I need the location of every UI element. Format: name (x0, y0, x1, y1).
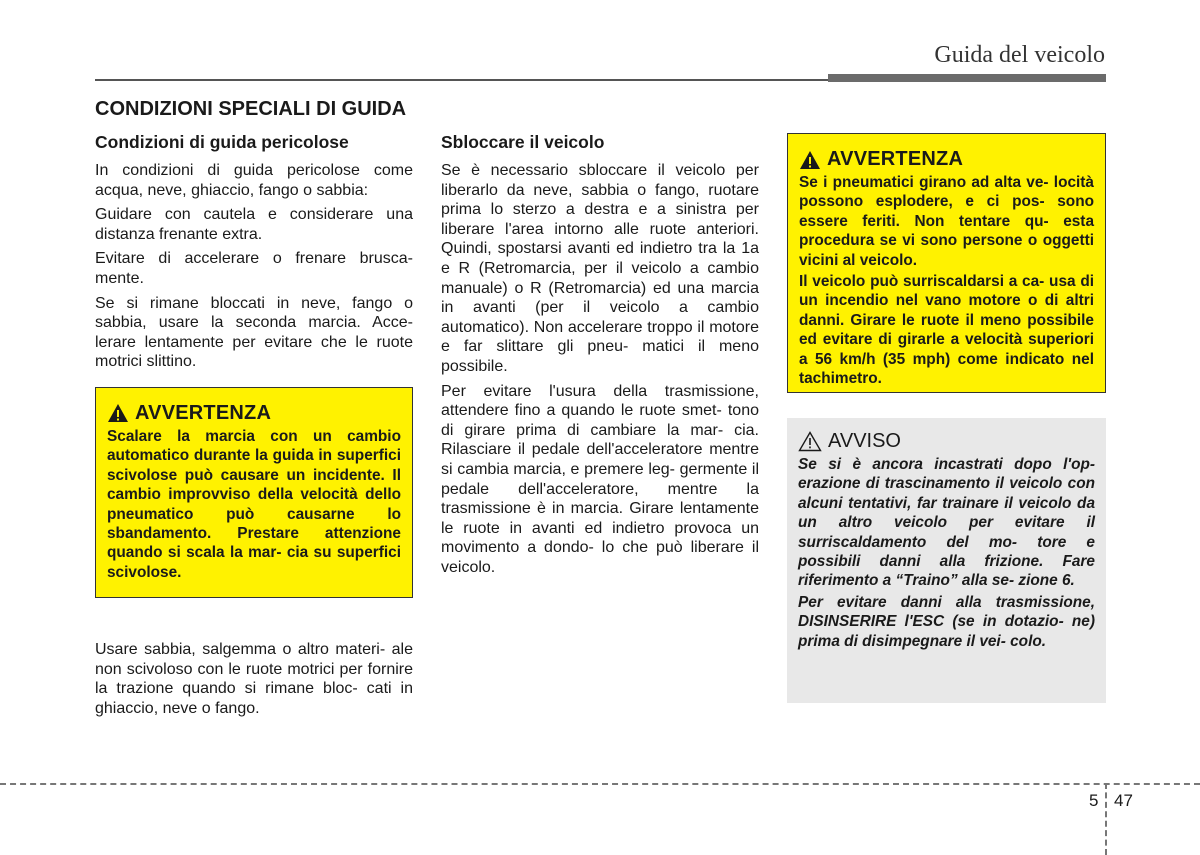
warning-text: Scalare la marcia con un cambio automatico durante la guida in superfici scivolose può causare un incidente. Il cambio improvviso della velocità dello pneumatico può causarne lo sbandamento. Prestare attenzione quando si scala la mar- cia su superfici scivolose. (107, 427, 401, 581)
column-right (787, 133, 1106, 703)
chapter-number: 5 (1089, 791, 1099, 810)
header-rule (95, 79, 830, 81)
notice-box (787, 418, 1106, 703)
warning-triangle-icon (107, 403, 129, 423)
warning-text: Se i pneumatici girano ad alta ve- locità possono esplodere, e ci pos- sono essere feriti. Non tentare qu- esta procedura se vi sono persone o oggetti vicini al veicolo. (799, 174, 1094, 269)
subhead-unstick-vehicle: Sbloccare il veicolo (441, 132, 605, 152)
warning-triangle-icon (799, 150, 821, 170)
notice-header (798, 430, 1095, 453)
warning-title: AVVERTENZA (135, 401, 272, 424)
paragraph: Se si rimane bloccati in neve, fango o sabbia, usare la seconda marcia. Acce- lerare lentamente per evitare che le ruote motrici slittino. (95, 294, 413, 371)
subhead-dangerous-conditions: Condizioni di guida pericolose (95, 132, 349, 152)
footer-rule (0, 783, 1200, 785)
paragraph: In condizioni di guida pericolose come acqua, neve, ghiaccio, fango o sabbia: (95, 162, 413, 199)
paragraph: Per evitare l'usura della trasmissione, attendere fino a quando le ruote smet- tono di girare prima di cambiare la mar- cia. Rilasciare il pedale dell'acceleratore mentre si cambia marcia, e premere leg- germente il pedale dell'acceleratore, mentre la trasmissione è in marcia. Girare lentamente le ruote in avanti ed indietro provoca un movimento a dondo- lo che può liberare il veicolo. (441, 382, 759, 576)
paragraph: Evitare di accelerare o frenare brusca- mente. (95, 250, 413, 287)
paragraph: Se è necessario sbloccare il veicolo per liberarlo da neve, sabbia o fango, ruotare prima lo sterzo a destra e a sinistra per liberare l'area intorno alle ruote anteriori. Quindi, spostarsi avanti ed indietro tra la 1a e R (Retromarcia, per il veicolo a cambio manuale) o R (Retromarcia) ed una marcia in avanti (per il veicolo a cambio automatico). Non accelerare troppo il motore e far slittare gli pneu- matici il meno possibile. (441, 162, 759, 375)
warning-box (787, 133, 1106, 393)
warning-box (95, 387, 413, 598)
footer-divider (1105, 783, 1107, 855)
header-rule-accent (828, 74, 1106, 82)
paragraph: Guidare con cautela e considerare una distanza frenante extra. (95, 206, 413, 243)
section-title: CONDIZIONI SPECIALI DI GUIDA (95, 98, 407, 120)
notice-title: AVVISO (828, 430, 901, 452)
chapter-title: Guida del veicolo (934, 42, 1105, 68)
column-left (95, 131, 413, 723)
warning-text: Il veicolo può surriscaldarsi a ca- usa di un incendio nel vano motore o di altri danni. Girare le ruote il meno possibile ed evitare di girarle a velocità superiori a 56 km/h (35 mph) come indicato nel tachimetro. (799, 273, 1094, 388)
page-number: 47 (1114, 791, 1133, 810)
notice-text: Se si è ancora incastrati dopo l'op- erazione di trascinamento il veicolo con alcuni tentativi, far trainare il veicolo da un altro veicolo per evitare il surriscaldamento del mo- tore e possibili danni alla frizione. Fare riferimento a “Traino” alla se- zione 6. (798, 456, 1095, 590)
warning-header (107, 402, 401, 425)
caution-triangle-outline-icon (798, 431, 822, 452)
warning-header (799, 148, 1094, 171)
warning-title: AVVERTENZA (827, 148, 964, 170)
paragraph: Usare sabbia, salgemma o altro materi- ale non scivoloso con le ruote motrici per fornire la trazione quando si rimane bloc- cati in ghiaccio, neve o fango. (95, 640, 413, 717)
column-middle (441, 131, 759, 582)
notice-text: Per evitare danni alla trasmissione, DISINSERIRE l'ESC (se in dotazio- ne) prima di disimpegnare il vei- colo. (798, 593, 1095, 650)
